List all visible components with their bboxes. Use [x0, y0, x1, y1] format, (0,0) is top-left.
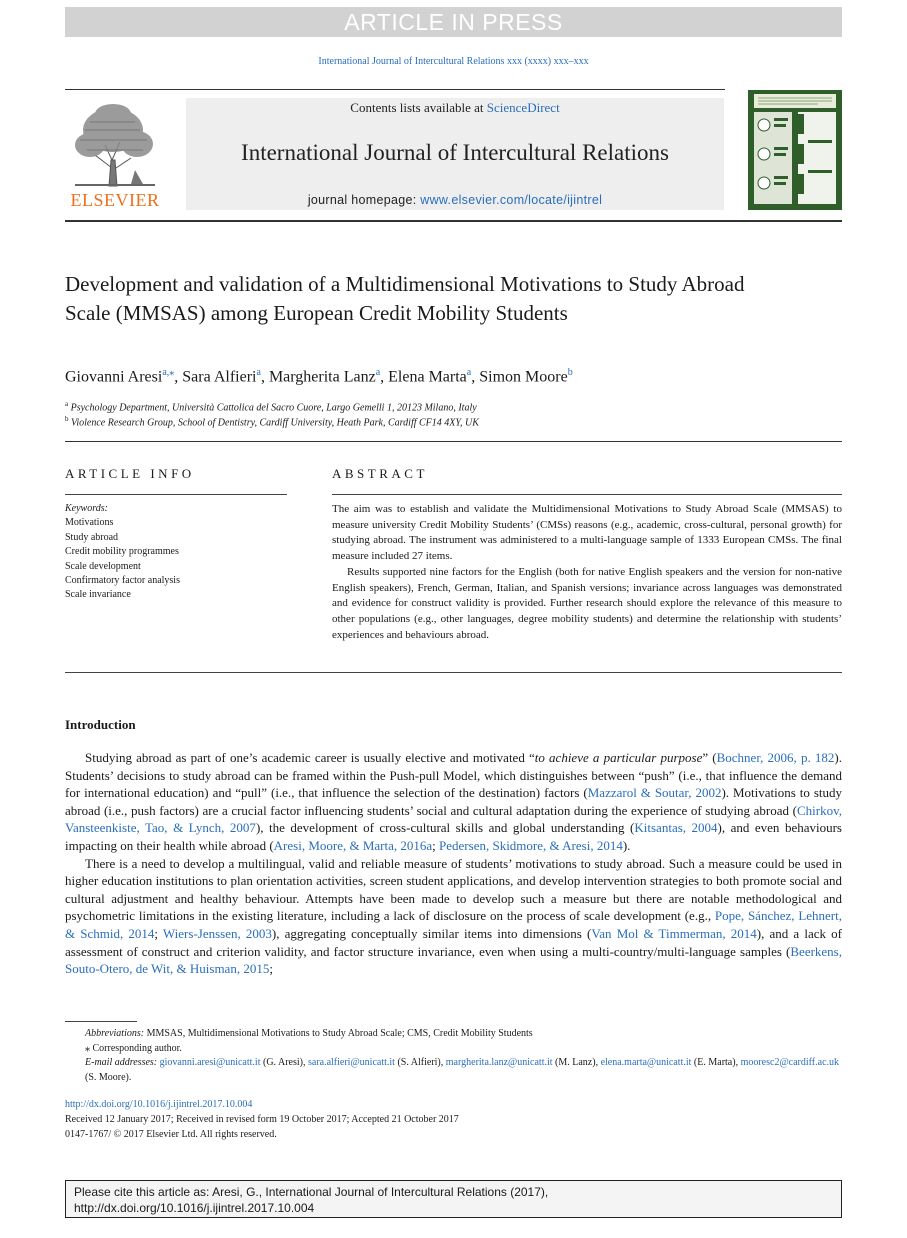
body-text: ; [154, 925, 163, 941]
author-separator: , [260, 368, 269, 386]
abbreviations-footnote [65, 1027, 842, 1042]
affiliation-b-marker: b [65, 415, 69, 423]
keyword-item: Motivations [65, 517, 114, 529]
author-affiliation-marker[interactable]: b [567, 367, 573, 378]
citation-link[interactable]: Van Mol & Timmerman, 2014 [591, 925, 757, 941]
rule-under-abstract [65, 672, 842, 673]
author-affiliation-marker[interactable]: a [466, 367, 472, 378]
email-label: E-mail addresses: [85, 1057, 160, 1068]
abbreviations-text: MMSAS, Multidimensional Motivations to Study Abroad Scale; CMS, Credit Mobility Students [144, 1028, 533, 1039]
abstract-heading: ABSTRACT [332, 466, 428, 481]
body-text: ). Students’ decisions to study abroad can be framed within the Push-pull Model, which distinguishes between “push” (i.e., that influence the demand for international education) and “pull” (i.e., that influence the selection of the destination) factors ( [65, 750, 842, 801]
article-info-heading: ARTICLE INFO [65, 466, 195, 481]
quoted-phrase: to achieve a particular purpose [534, 750, 703, 765]
header-rule-bottom [65, 220, 842, 222]
homepage-prefix: journal homepage: [307, 193, 421, 207]
introduction-paragraph-2 [65, 855, 842, 978]
elsevier-wordmark: ELSEVIER [70, 190, 160, 210]
footnotes [65, 1027, 842, 1085]
author-affiliation-marker[interactable]: a [375, 367, 381, 378]
abstract-body [332, 502, 842, 643]
article-info-rule [65, 494, 287, 495]
header-rule-top [65, 89, 725, 90]
journal-reference[interactable]: International Journal of Intercultural Relations xxx (xxxx) xxx–xxx [318, 56, 589, 67]
author-name[interactable]: Elena Marta [388, 368, 467, 386]
author-separator: , [174, 368, 183, 386]
citation-link[interactable]: Bochner, 2006, p. 182 [716, 750, 835, 765]
body-text: ), and a lack of assessment of construct and criterion validity, and factor structure invariance, even when using a multi-country/multi-language samples ( [65, 925, 842, 959]
email-owner: (S. Alfieri), [394, 1057, 446, 1068]
citation-link[interactable]: Kitsantas, 2004 [634, 820, 718, 836]
body-text: ), and even behaviours impacting on their health while abroad ( [65, 820, 842, 853]
journal-title: International Journal of Intercultural Relations [241, 140, 669, 165]
introduction-body [65, 749, 842, 978]
abbreviations-label: Abbreviations: [85, 1028, 145, 1039]
email-owner: (M. Lanz), [552, 1057, 601, 1068]
citation-line-1: Please cite this article as: Aresi, G., International Journal of Intercultural Relations (2017), [74, 1185, 549, 1199]
received-dates: Received 12 January 2017; Received in revised form 19 October 2017; Accepted 21 October 2017 [65, 1114, 459, 1125]
contents-line [186, 100, 724, 116]
keyword-item: Scale development [65, 560, 141, 572]
homepage-line [186, 193, 724, 207]
author-list [65, 367, 842, 386]
email-addresses [65, 1056, 842, 1085]
doi-link[interactable]: http://dx.doi.org/10.1016/j.ijintrel.2017.10.004 [65, 1099, 253, 1110]
citation-link[interactable]: Beerkens, Souto-Otero, de Wit, & Huisman, 2015 [65, 943, 842, 977]
citation-box [65, 1180, 842, 1218]
author-affiliation-marker[interactable]: a [256, 367, 261, 378]
contents-prefix: Contents lists available at [350, 100, 487, 115]
keywords-block [65, 502, 287, 603]
introduction-paragraph-1 [65, 749, 842, 855]
body-text: ” ( [702, 750, 717, 765]
email-link[interactable]: margherita.lanz@unicatt.it [445, 1057, 553, 1068]
keyword-item: Credit mobility programmes [65, 546, 179, 558]
email-owner: (E. Marta), [691, 1057, 741, 1068]
article-in-press-banner: ARTICLE IN PRESS [65, 7, 842, 37]
author-separator: , [471, 368, 480, 386]
author-name[interactable]: Giovanni Aresi [65, 368, 163, 386]
homepage-link[interactable]: www.elsevier.com/locate/ijintrel [420, 193, 603, 207]
sciencedirect-link[interactable]: ScienceDirect [486, 100, 560, 115]
body-text: ; [432, 837, 440, 853]
keyword-item: Study abroad [65, 531, 119, 543]
citation-link[interactable]: Pope, Sánchez, Lehnert, & Schmid, 2014 [65, 908, 843, 941]
introduction-heading: Introduction [65, 717, 136, 732]
copyright-line: 0147-1767/ © 2017 Elsevier Ltd. All rights reserved. [65, 1129, 277, 1140]
body-text: Studying abroad as part of one’s academic career is usually elective and motivated “ [85, 750, 535, 765]
author-name[interactable]: Margherita Lanz [268, 368, 376, 386]
keywords-label: Keywords: [65, 503, 108, 514]
body-text: ), the development of cross-cultural skills and global understanding ( [255, 820, 635, 836]
citation-link[interactable]: Mazzarol & Soutar, 2002 [587, 785, 722, 801]
citation-link[interactable]: Wiers-Jenssen, 2003 [162, 925, 272, 941]
journal-cover-thumbnail [748, 90, 842, 210]
body-text: ; [269, 961, 273, 977]
citation-link[interactable]: Chirkov, Vansteenkiste, Tao, & Lynch, 2007 [65, 802, 842, 836]
email-link[interactable]: elena.marta@unicatt.it [600, 1057, 692, 1068]
article-title: Development and validation of a Multidimensional Motivations to Study Abroad Scale (MMSAS) among European Credit Mobility Students [65, 272, 745, 325]
abstract-paragraph-2: Results supported nine factors for the English (both for native English speakers and the version for non-native English speakers), French, German, Italian, and Spanish versions; invariance across languages was demonstrated and evidence for construct validity is provided. Further research should explore the relevance of this measure to other populations (e.g., other languages, degree mobility students) and determine the relationship with students’ experiences and behaviours abroad. [332, 565, 842, 641]
author-name[interactable]: Simon Moore [479, 368, 568, 386]
affiliation-b-text: Violence Research Group, School of Dentistry, Cardiff University, Heath Park, Cardiff CF14 4XY, UK [71, 417, 479, 429]
footnote-rule [65, 1021, 137, 1022]
email-link[interactable]: sara.alfieri@unicatt.it [307, 1057, 395, 1068]
affiliation-b [65, 415, 842, 428]
corresponding-author-note: ⁎ Corresponding author. [85, 1042, 182, 1054]
body-text: ), aggregating conceptually similar items into dimensions ( [271, 925, 592, 941]
keyword-item: Confirmatory factor analysis [65, 575, 180, 587]
citation-link[interactable]: Aresi, Moore, & Marta, 2016a [273, 837, 433, 853]
affiliation-a-marker: a [65, 400, 69, 408]
abstract-paragraph-1: The aim was to establish and validate the Multidimensional Motivations to Study Abroad Scale (MMSAS) to measure university Credit Mobility Students’ (CMSs) reasons (e.g., academic, cross-cultural, personal growth) for studying abroad. The instrument was administered to a multi-language sample of 1333 European CMSs. The final measure included 27 items. [332, 503, 842, 563]
article-meta [65, 1097, 842, 1142]
author-separator: , [380, 368, 389, 386]
body-text: ). [622, 837, 631, 853]
affiliation-a-text: Psychology Department, Università Cattolica del Sacro Cuore, Largo Gemelli 1, 20123 Milano, Italy [70, 402, 477, 414]
author-name[interactable]: Sara Alfieri [182, 368, 257, 386]
email-link[interactable]: mooresc2@cardiff.ac.uk [740, 1057, 840, 1068]
citation-line-2[interactable]: http://dx.doi.org/10.1016/j.ijintrel.2017.10.004 [74, 1201, 315, 1215]
rule-under-affiliations [65, 441, 842, 442]
keyword-item: Scale invariance [65, 589, 131, 601]
abstract-rule [332, 494, 842, 495]
email-owner: (S. Moore). [85, 1071, 132, 1083]
author-affiliation-marker[interactable]: a,⁎ [162, 367, 175, 378]
affiliation-a [65, 400, 842, 413]
email-link[interactable]: giovanni.aresi@unicatt.it [159, 1057, 261, 1068]
citation-link[interactable]: Pedersen, Skidmore, & Aresi, 2014 [439, 837, 623, 853]
email-owner: (G. Aresi), [260, 1057, 308, 1068]
body-text: There is a need to develop a multilingual, valid and reliable measure of students’ motivations to study abroad. Such a measure could be used in higher education institutions to plan orientation activities, screen student applications, and develop intervention strategies to both promote social and cultural adjustment and healthy behaviour. Attempts have been made to develop such a measure but there are notable methodological and psychometric limitations in the existing literature, including a lack of disclosure on the process of scale development (e.g., [65, 855, 842, 924]
body-text: ). Motivations to study abroad (i.e., push factors) are a crucial factor influencing students’ social and cultural adaptation during the experience of studying abroad ( [65, 785, 842, 818]
